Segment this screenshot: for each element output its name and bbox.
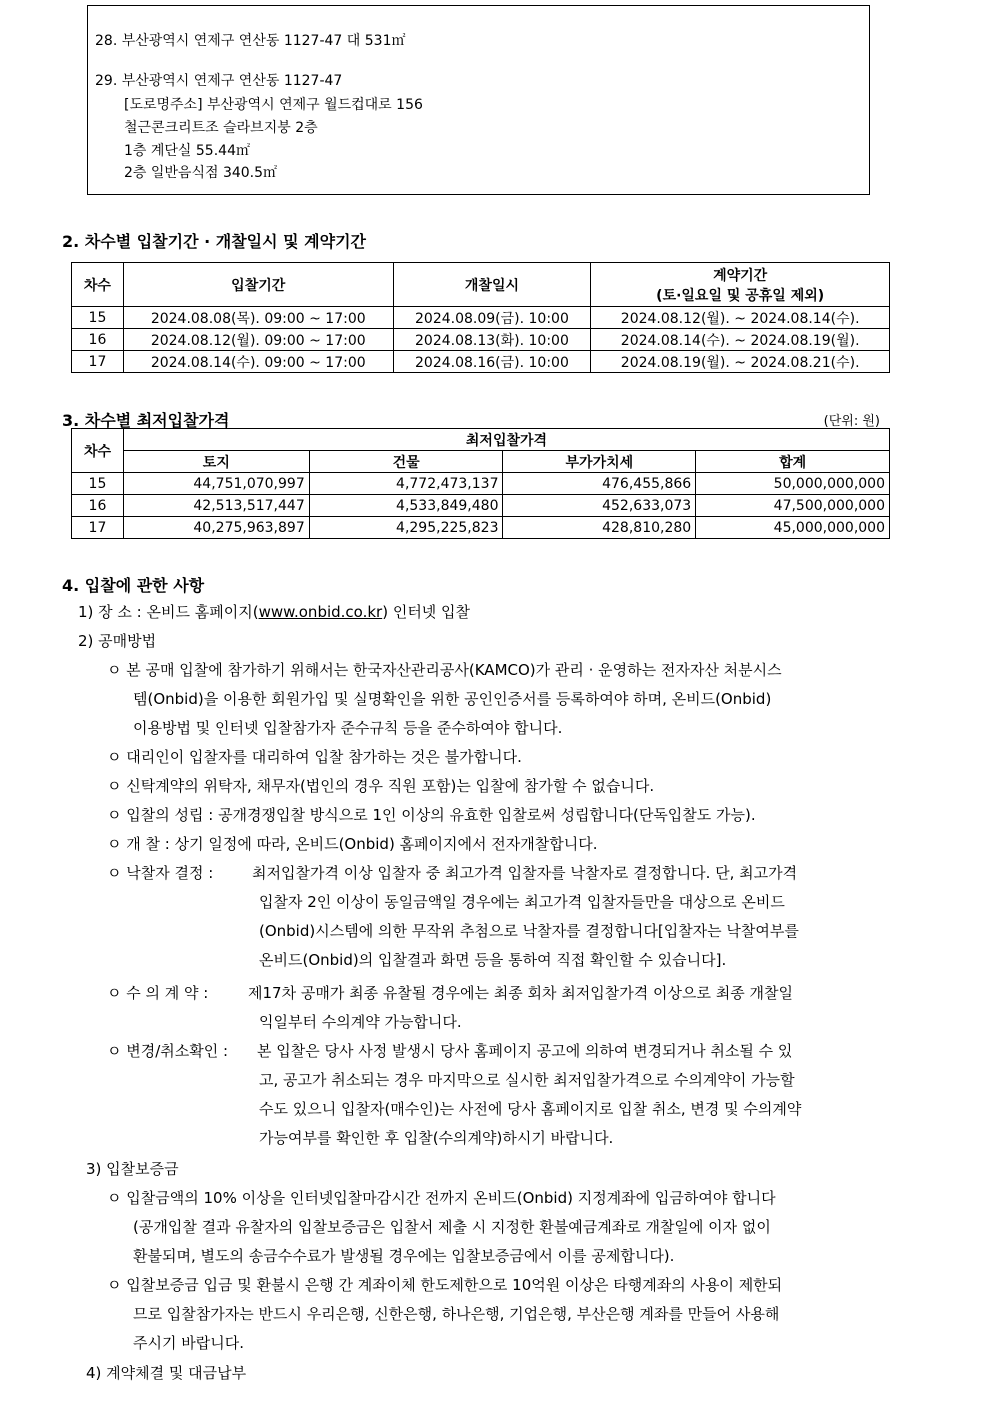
table-row [72, 473, 890, 495]
cell-round: 15 [72, 473, 124, 495]
deposit-bullet-2-cont: 주시기 바랍니다. [133, 1334, 244, 1352]
method-bullet-1-cont: 이용방법 및 인터넷 입찰참가자 준수규칙 등을 준수하여야 합니다. [133, 719, 563, 737]
header-bid-period: 입찰기간 [123, 263, 393, 307]
winner-line: 최저입찰가격 이상 입찰자 중 최고가격 입찰자를 낙찰자로 결정합니다. 단, 최고가격 [252, 864, 798, 882]
change-cancel-line: 가능여부를 확인한 후 입찰(수의계약)하시기 바랍니다. [259, 1129, 614, 1147]
cell-total: 50,000,000,000 [696, 473, 890, 495]
cell-contract: 2024.08.14(수). ~ 2024.08.19(월). [591, 329, 890, 351]
bid-place-suffix: ) 인터넷 입찰 [382, 603, 471, 621]
contract-title: 4) 계약체결 및 대금납부 [86, 1364, 247, 1382]
method-bullet-5: ㅇ 개 찰 : 상기 일정에 따라, 온비드(Onbid) 홈페이지에서 전자개찰합니다. [107, 835, 598, 853]
header-contract-line1: 계약기간 [713, 267, 768, 284]
change-cancel-line: 고, 공고가 취소되는 경우 마지막으로 실시한 최저입찰가격으로 수의계약이 가능할 [259, 1071, 795, 1089]
cell-opening: 2024.08.16(금). 10:00 [393, 351, 591, 373]
cell-round: 17 [72, 517, 124, 539]
method-bullet-3: ㅇ 신탁계약의 위탁자, 채무자(법인의 경우 직원 포함)는 입찰에 참가할 수 없습니다. [107, 777, 655, 795]
cell-building: 4,295,225,823 [309, 517, 503, 539]
method-title: 2) 공매방법 [78, 632, 157, 650]
table-row [72, 329, 890, 351]
deposit-bullet-1-cont: (공개입찰 결과 유찰자의 입찰보증금은 입찰서 제출 시 지정한 환불예금계좌로 개찰일에 이자 없이 [133, 1218, 771, 1236]
section-2-title: 2. 차수별 입찰기간 · 개찰일시 및 계약기간 [62, 232, 367, 251]
method-bullet-4: ㅇ 입찰의 성립 : 공개경쟁입찰 방식으로 1인 이상의 유효한 입찰로써 성립합니다(단독입찰도 가능). [107, 806, 756, 824]
price-header-row [72, 429, 890, 451]
cell-vat: 428,810,280 [503, 517, 696, 539]
cell-round: 16 [72, 495, 124, 517]
cell-total: 45,000,000,000 [696, 517, 890, 539]
winner-line: 온비드(Onbid)의 입찰결과 화면 등을 통하여 직접 확인할 수 있습니다]. [259, 951, 727, 969]
deposit-bullet-1: ㅇ 입찰금액의 10% 이상을 인터넷입찰마감시간 전까지 온비드(Onbid) 지정계좌에 입금하여야 합니다 [107, 1189, 776, 1207]
bid-place [78, 601, 470, 622]
min-price-table [71, 428, 890, 539]
change-cancel-line: 수도 있으니 입찰자(매수인)는 사전에 당사 홈페이지로 입찰 취소, 변경 및 수의계약 [259, 1100, 802, 1118]
private-contract-line: 제17차 공매가 최종 유찰될 경우에는 최종 회차 최저입찰가격 이상으로 최종 개찰일 [248, 984, 793, 1002]
header-contract-line2: (토·일요일 및 공휴일 제외) [656, 287, 825, 304]
schedule-header-row [72, 263, 890, 307]
cell-contract: 2024.08.19(월). ~ 2024.08.21(수). [591, 351, 890, 373]
cell-contract: 2024.08.12(월). ~ 2024.08.14(수). [591, 307, 890, 329]
property-item-29-line: 1층 계단실 55.44㎡ [124, 143, 250, 159]
table-row [72, 351, 890, 373]
change-cancel-line: 본 입찰은 당사 사정 발생시 당사 홈페이지 공고에 의하여 변경되거나 취소될 수 있 [257, 1042, 793, 1060]
price-subheader-row [72, 451, 890, 473]
cell-vat: 476,455,866 [503, 473, 696, 495]
deposit-bullet-2-cont: 므로 입찰참가자는 반드시 우리은행, 신한은행, 하나은행, 기업은행, 부산은행 계좌를 만들어 사용해 [133, 1305, 780, 1323]
table-row [72, 517, 890, 539]
section-3-title: 3. 차수별 최저입찰가격 [62, 411, 230, 430]
method-bullet-1: ㅇ 본 공매 입찰에 참가하기 위해서는 한국자산관리공사(KAMCO)가 관리 · 운영하는 전자자산 처분시스 [107, 661, 782, 679]
property-item-28: 28. 부산광역시 연제구 연산동 1127-47 대 531㎡ [95, 33, 406, 49]
header-contract [591, 263, 890, 307]
cell-bid-period: 2024.08.14(수). 09:00 ~ 17:00 [123, 351, 393, 373]
deposit-bullet-2: ㅇ 입찰보증금 입금 및 환불시 은행 간 계좌이체 한도제한으로 10억원 이상은 타행계좌의 사용이 제한되 [107, 1276, 783, 1294]
cell-vat: 452,633,073 [503, 495, 696, 517]
cell-land: 40,275,963,897 [123, 517, 309, 539]
private-contract-label: ㅇ 수 의 계 약 : [107, 984, 209, 1002]
property-item-29-line: 2층 일반음식점 340.5㎡ [124, 165, 278, 181]
cell-land: 44,751,070,997 [123, 473, 309, 495]
header-total: 합계 [696, 451, 890, 473]
property-item-29-line: 29. 부산광역시 연제구 연산동 1127-47 [95, 73, 343, 89]
cell-land: 42,513,517,447 [123, 495, 309, 517]
cell-round: 17 [72, 351, 124, 373]
deposit-title: 3) 입찰보증금 [86, 1160, 179, 1178]
section-4-title: 4. 입찰에 관한 사항 [62, 576, 205, 595]
header-vat: 부가가치세 [503, 451, 696, 473]
table-row [72, 307, 890, 329]
property-item-29-line: [도로명주소] 부산광역시 연제구 월드컵대로 156 [124, 97, 423, 113]
bid-place-prefix: 1) 장 소 : 온비드 홈페이지( [78, 603, 259, 621]
unit-label: (단위: 원) [823, 414, 880, 429]
header-opening: 개찰일시 [393, 263, 591, 307]
private-contract-line: 익일부터 수의계약 가능합니다. [259, 1013, 462, 1031]
winner-line: 입찰자 2인 이상이 동일금액일 경우에는 최고가격 입찰자들만을 대상으로 온비드 [259, 893, 785, 911]
cell-total: 47,500,000,000 [696, 495, 890, 517]
cell-bid-period: 2024.08.12(월). 09:00 ~ 17:00 [123, 329, 393, 351]
table-row [72, 495, 890, 517]
onbid-link[interactable]: www.onbid.co.kr [258, 603, 383, 621]
cell-opening: 2024.08.13(화). 10:00 [393, 329, 591, 351]
change-cancel-label: ㅇ 변경/취소확인 : [107, 1042, 229, 1060]
header-round: 차수 [72, 263, 124, 307]
cell-building: 4,533,849,480 [309, 495, 503, 517]
property-item-29-line: 철근콘크리트조 슬라브지붕 2층 [124, 120, 318, 136]
deposit-bullet-1-cont: 환불되며, 별도의 송금수수료가 발생될 경우에는 입찰보증금에서 이를 공제합니다). [133, 1247, 675, 1265]
cell-round: 15 [72, 307, 124, 329]
cell-opening: 2024.08.09(금). 10:00 [393, 307, 591, 329]
header-land: 토지 [123, 451, 309, 473]
method-bullet-2: ㅇ 대리인이 입찰자를 대리하여 입찰 참가하는 것은 불가합니다. [107, 748, 522, 766]
header-building: 건물 [309, 451, 503, 473]
cell-building: 4,772,473,137 [309, 473, 503, 495]
property-box [87, 5, 870, 195]
cell-round: 16 [72, 329, 124, 351]
winner-line: (Onbid)시스템에 의한 무작위 추첨으로 낙찰자를 결정합니다[입찰자는 낙찰여부를 [259, 922, 799, 940]
schedule-table [71, 262, 890, 373]
cell-bid-period: 2024.08.08(목). 09:00 ~ 17:00 [123, 307, 393, 329]
winner-label: ㅇ 낙찰자 결정 : [107, 864, 214, 882]
header-min-price: 최저입찰가격 [123, 429, 889, 451]
header-round: 차수 [72, 429, 124, 473]
method-bullet-1-cont: 템(Onbid)을 이용한 회원가입 및 실명확인을 위한 공인인증서를 등록하여야 하며, 온비드(Onbid) [133, 690, 772, 708]
